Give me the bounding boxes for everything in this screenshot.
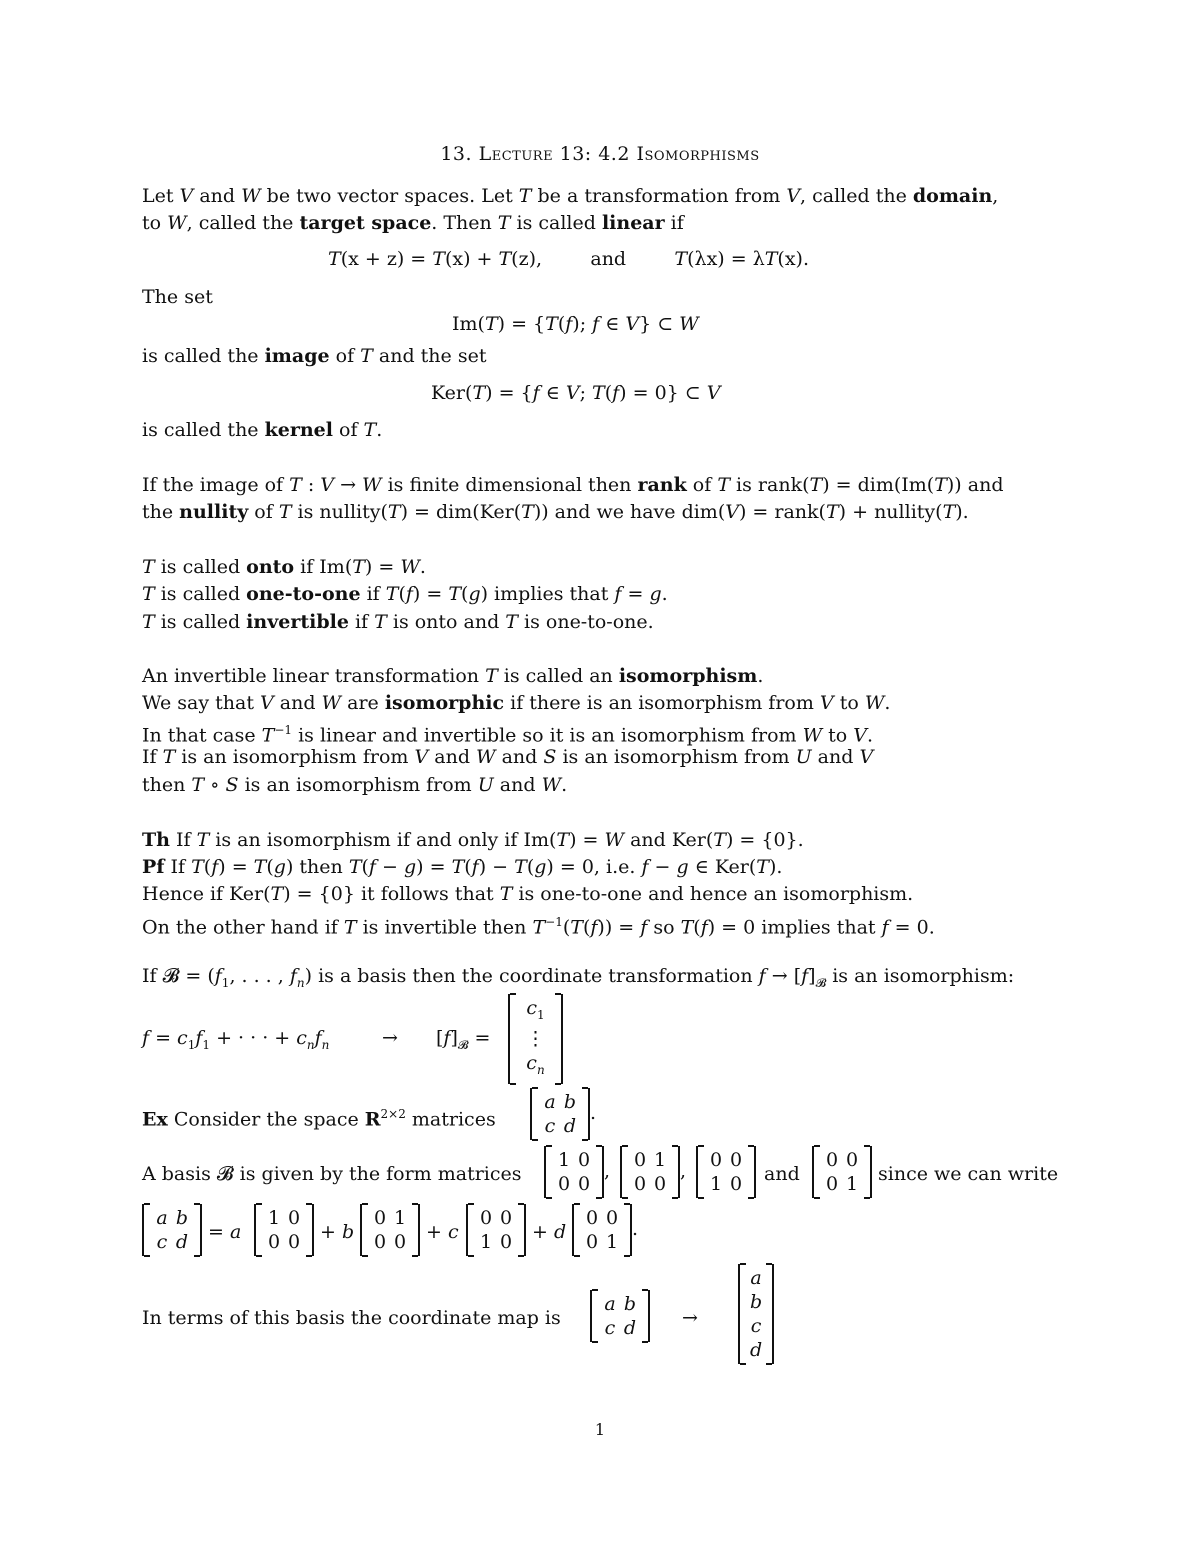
equation: = a (208, 1221, 242, 1243)
text-line: T is called one-to-one if T(f) = T(g) implies that f = g. (142, 583, 668, 605)
text-line: the nullity of T is nullity(T) = dim(Ker(T)) and we have dim(V) = rank(T) + nullity(T). (142, 501, 969, 523)
equation: + b (320, 1221, 355, 1243)
matrix: 0 0 0 1 . (572, 1204, 638, 1256)
page-number: 1 (594, 1420, 606, 1439)
matrix: 0 1 0 0 (360, 1204, 420, 1256)
text-line: and (764, 1163, 800, 1185)
text-line: Th If T is an isomorphism if and only if Im(T) = W and Ker(T) = {0}. (142, 829, 804, 851)
text-line: to W, called the target space. Then T is called linear if (142, 212, 684, 234)
matrix: a b c d . (530, 1088, 596, 1140)
equation: $f = c_1f_1$ + · · · + $c_nf_n$ (142, 1027, 330, 1052)
text-line: We say that V and W are isomorphic if there is an isomorphism from V to W. (142, 692, 891, 714)
matrix: 0 1 0 0 , (620, 1146, 686, 1198)
matrix: a b c d (590, 1290, 650, 1342)
equation: $[f]_𝓑$ = (436, 1027, 491, 1052)
matrix: 0 0 0 1 (812, 1146, 872, 1198)
arrow: → (682, 1307, 698, 1329)
coordinate-vector: $c_1$ ⋮ $c_n$ (508, 994, 563, 1084)
equation: Im(T) = {T(f); f ∈ V} ⊂ W (452, 313, 699, 335)
text-line: An invertible linear transformation T is called an isomorphism. (142, 665, 764, 687)
arrow: → (382, 1027, 398, 1049)
matrix: 1 0 0 0 (254, 1204, 314, 1256)
text-line: A basis 𝓑 is given by the form matrices (142, 1163, 522, 1185)
text-line: T is called invertible if T is onto and T is one-to-one. (142, 611, 654, 633)
text-line: Pf If T(f) = T(g) then T(f − g) = T(f) − T(g) = 0, i.e. f − g ∈ Ker(T). (142, 856, 783, 878)
coordinate-vector: a b c d (738, 1264, 774, 1364)
text-line: In terms of this basis the coordinate map is (142, 1307, 561, 1329)
text-line: If T is an isomorphism from V and W and S is an isomorphism from U and V (142, 746, 874, 768)
text-line: is called the kernel of T. (142, 419, 383, 441)
matrix: 0 0 1 0 (466, 1204, 526, 1256)
text-line: Let V and W be two vector spaces. Let T be a transformation from V, called the domain, (142, 185, 999, 207)
equation: + c (426, 1221, 459, 1243)
matrix: 0 0 1 0 (696, 1146, 756, 1198)
equation: T(x + z) = T(x) + T(z), and T(λx) = λT(x). (328, 248, 810, 270)
text-line: In that case $T^{-1}$ is linear and invertible so it is an isomorphism from W to V. (142, 723, 874, 747)
text-line: Ex Consider the space $R^{2\times 2}$ matrices (142, 1107, 496, 1131)
matrix: a b c d (142, 1204, 202, 1256)
equation: Ker(T) = {f ∈ V; T(f) = 0} ⊂ V (431, 382, 721, 404)
matrix: 1 0 0 0 , (544, 1146, 610, 1198)
text-line: The set (142, 286, 213, 308)
text-line: then T ∘ S is an isomorphism from U and W. (142, 774, 568, 796)
text-line: If 𝓑 = ($f_1$, . . . , $f_n$) is a basis then the coordinate transformation $f \to [f]_𝓑$ is an isomorphism: (142, 965, 1015, 990)
text-line: is called the image of T and the set (142, 345, 487, 367)
text-line: If the image of T : V → W is finite dimensional then rank of T is rank(T) = dim(Im(T)) and (142, 474, 1004, 496)
text-line: On the other hand if T is invertible then $T^{-1}(T(f)) = f$ so T(f) = 0 implies that f = 0. (142, 915, 935, 939)
equation: + d (532, 1221, 567, 1243)
page-title: 13. Lecture 13: 4.2 Isomorphisms (440, 143, 760, 165)
text-line: T is called onto if Im(T) = W. (142, 556, 426, 578)
text-line: Hence if Ker(T) = {0} it follows that T is one-to-one and hence an isomorphism. (142, 883, 914, 905)
text-line: since we can write (878, 1163, 1059, 1185)
